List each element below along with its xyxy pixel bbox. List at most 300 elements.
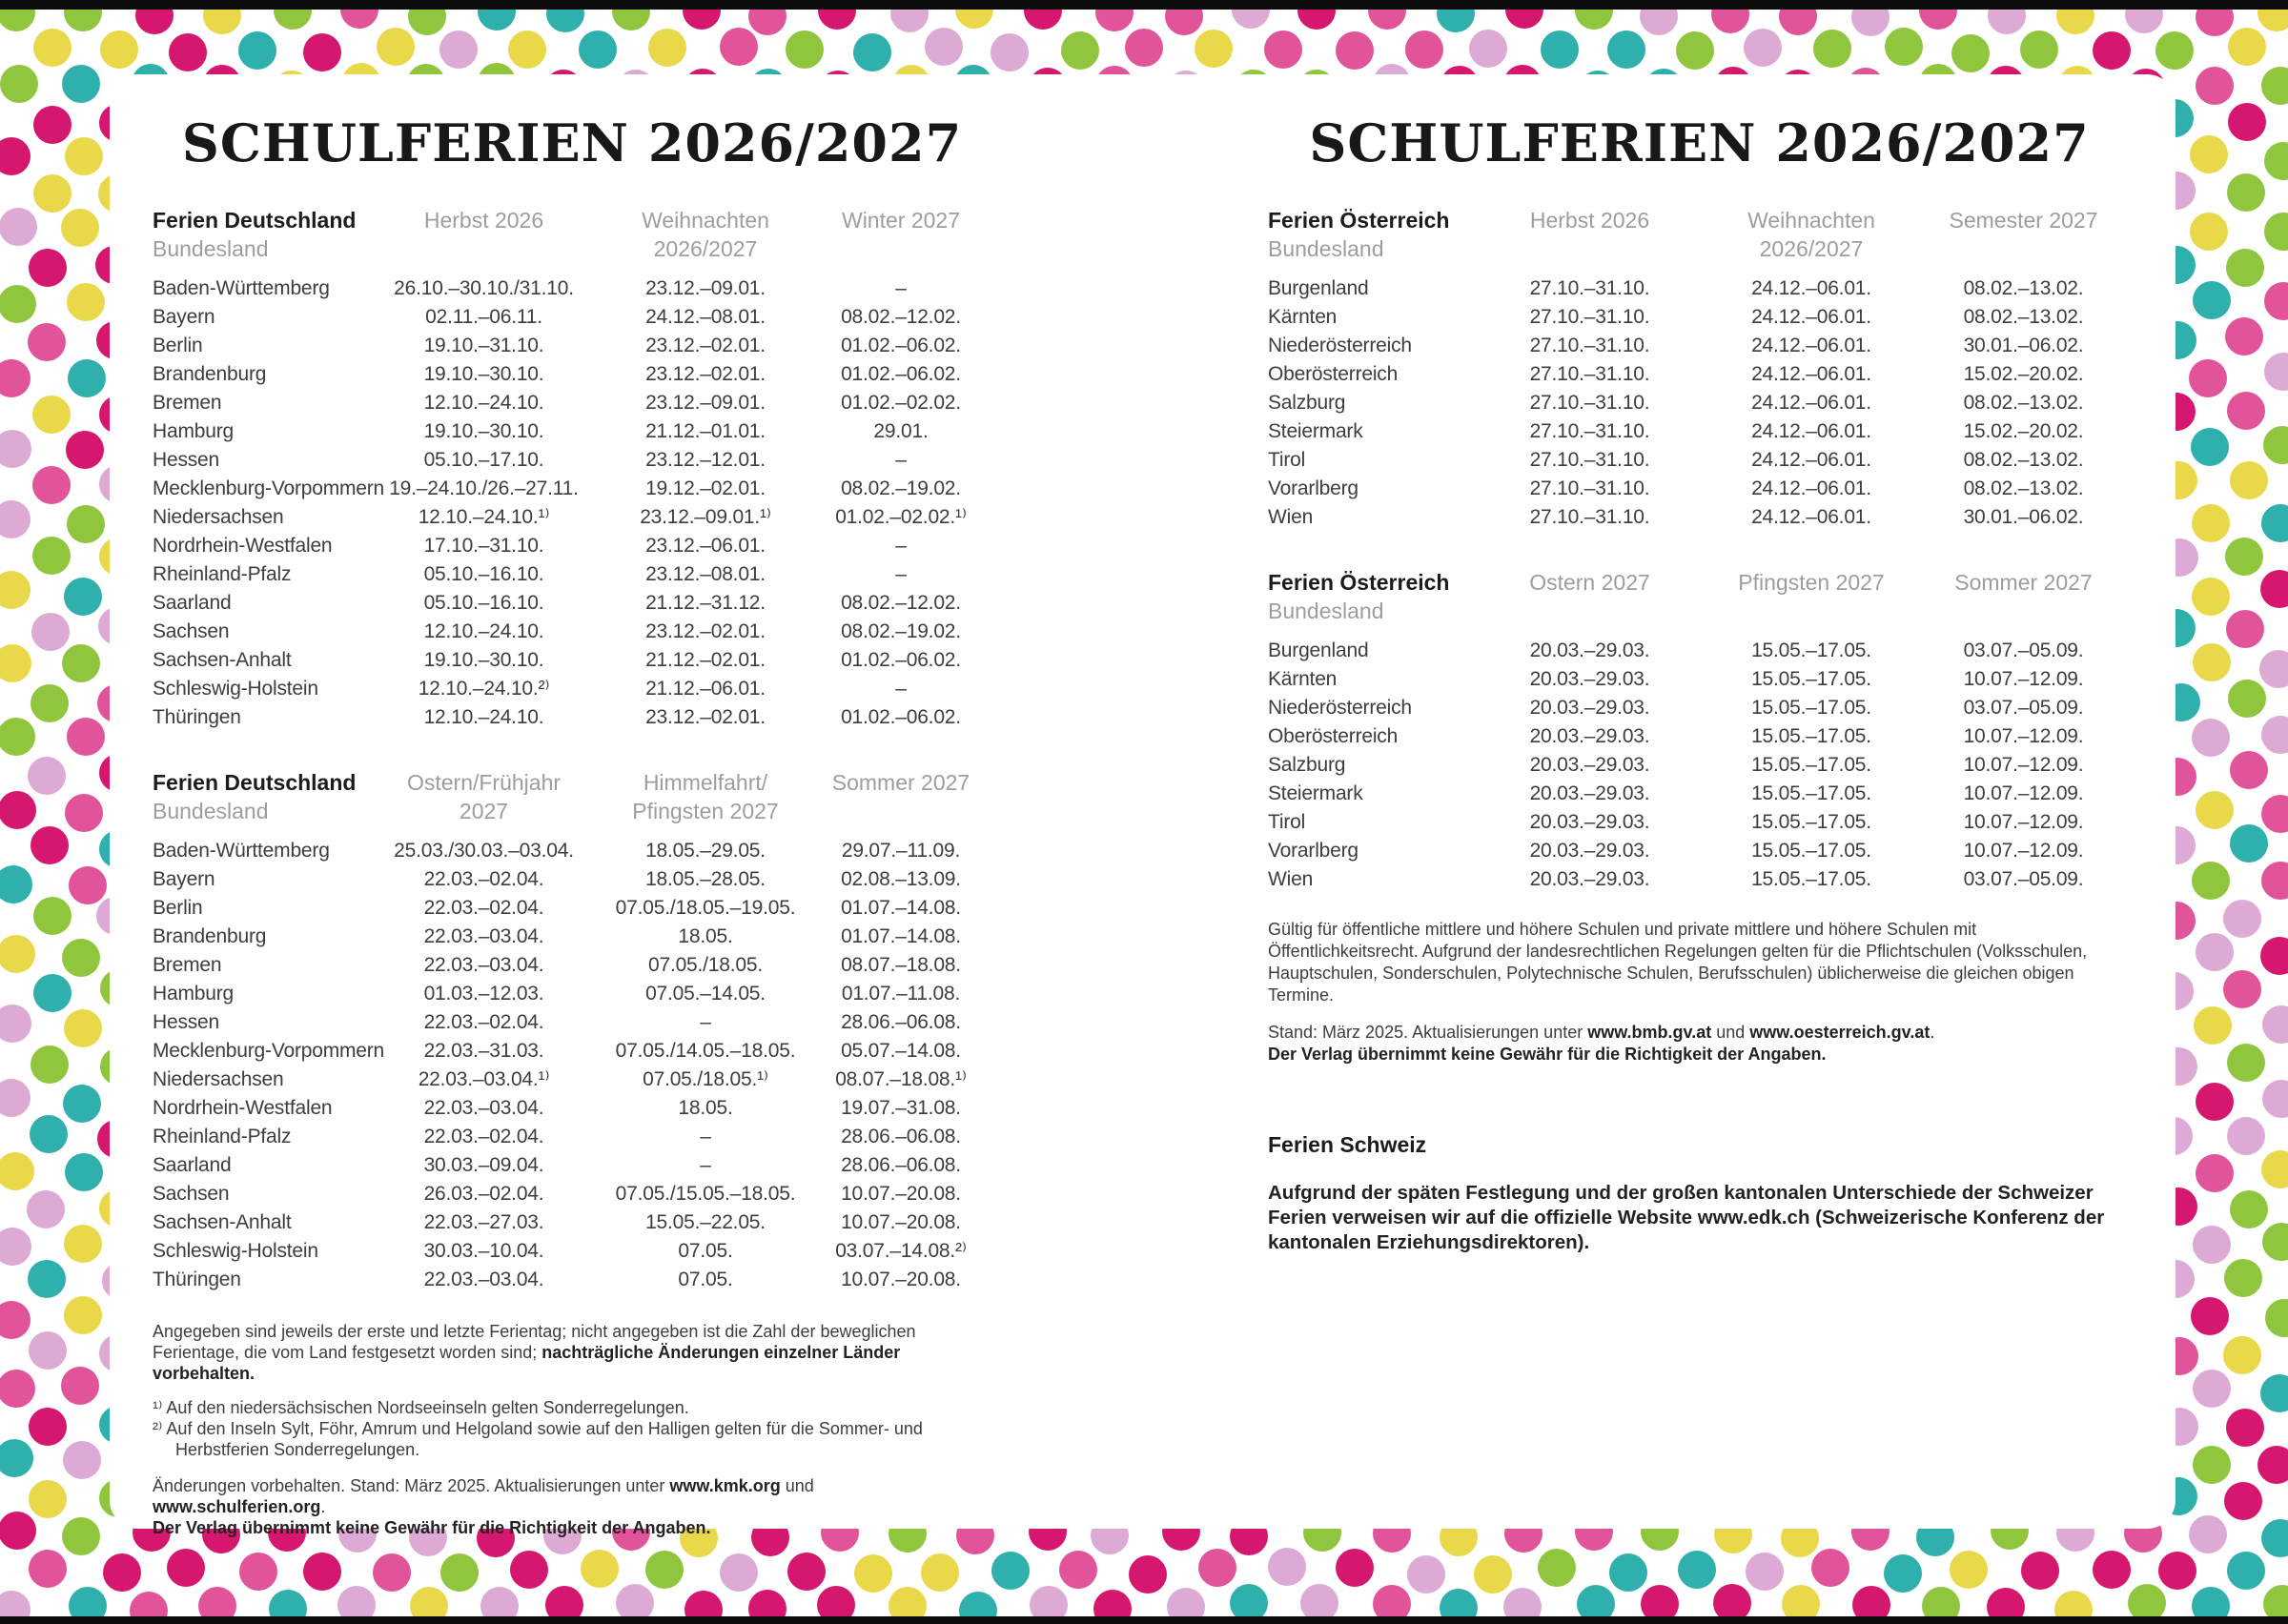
- holiday-date-range: 20.03.–29.03.: [1529, 811, 1650, 833]
- bundesland-label: Thüringen: [153, 1269, 241, 1290]
- column-header-line: Herbst 2026: [1529, 208, 1650, 233]
- bundesland-label: Sachsen-Anhalt: [153, 649, 292, 671]
- holiday-date-range: 12.10.–24.10.: [423, 706, 544, 728]
- status-text: und: [1711, 1023, 1750, 1042]
- table-row: [1268, 837, 2131, 865]
- holiday-date-range: 10.07.–20.08.: [841, 1211, 961, 1233]
- table-group-label: Ferien Deutschland: [153, 208, 357, 233]
- table-row: [153, 618, 991, 646]
- holiday-date-range: 27.10.–31.10.: [1529, 506, 1650, 528]
- holiday-date-range: 18.05.: [678, 1097, 733, 1119]
- austria-validity-note: Gültig für öffentliche mittlere und höhere Schulen und private mittlere und höhere Schulen mit Öffentlichkeitsrecht. Aufgrund der landesrechtlichen Regelungen gelten für die Pflichtschulen (Volksschulen, Hauptschulen, Sonderschulen, Polytechnische Schulen, Berufsschulen) üblicherweise die gleichen obigen Termine.: [1268, 920, 2088, 1005]
- bundesland-label: Vorarlberg: [1268, 477, 1358, 499]
- holiday-date-range: 05.07.–14.08.: [841, 1040, 961, 1062]
- column-header: [810, 206, 991, 263]
- table-row: [1268, 722, 2131, 751]
- table-row: [153, 1208, 991, 1237]
- table-row: [1268, 751, 2131, 780]
- holiday-date-range: 28.06.–06.08.: [841, 1126, 961, 1147]
- status-text: .: [1930, 1023, 1935, 1042]
- table-austria-easter-summer: [1268, 568, 2131, 894]
- holiday-date-range: 03.07.–05.09.: [1963, 639, 2084, 661]
- table-row: [153, 865, 991, 894]
- table-row: [1268, 274, 2131, 303]
- table-row: [153, 837, 991, 865]
- holiday-date-range: 30.01.–06.02.: [1963, 506, 2084, 528]
- table-row: [153, 951, 991, 980]
- table-row: [153, 303, 991, 332]
- table-sub-label: Bundesland: [153, 799, 269, 823]
- holiday-date-range: 22.03.–27.03.: [423, 1211, 544, 1233]
- holiday-date-range: 07.05.–14.05.: [645, 983, 766, 1005]
- holiday-date-range: 30.03.–09.04.: [423, 1154, 544, 1176]
- bundesland-label: Kärnten: [1268, 306, 1338, 328]
- holiday-date-range: 12.10.–24.10.: [423, 620, 544, 642]
- table-row: [1268, 865, 2131, 894]
- holiday-date-range: 21.12.–02.01.: [645, 649, 766, 671]
- bundesland-label: Saarland: [153, 592, 232, 614]
- holiday-date-range: 07.05.: [678, 1240, 733, 1262]
- bundesland-label: Brandenburg: [153, 925, 267, 947]
- column-header: [367, 206, 601, 263]
- holiday-date-range: 15.05.–17.05.: [1751, 639, 1871, 661]
- holiday-date-range: 22.03.–03.04.: [423, 925, 544, 947]
- holiday-date-range: 23.12.–02.01.: [645, 620, 766, 642]
- table-row: [1268, 303, 2131, 332]
- column-header-line: Pfingsten 2027: [632, 799, 779, 823]
- column-header-line: Ostern/Frühjahr: [406, 770, 562, 795]
- table-sub-label: Bundesland: [153, 236, 269, 261]
- bundesland-label: Tirol: [1268, 449, 1306, 471]
- holiday-date-range: 10.07.–12.09.: [1963, 811, 2084, 833]
- page-title: SCHULFERIEN 2026/2027: [1309, 112, 2090, 173]
- table-row: [153, 389, 991, 417]
- bundesland-label: Niederösterreich: [1268, 335, 1412, 356]
- holiday-date-range: 15.05.–17.05.: [1751, 697, 1871, 719]
- holiday-date-range: 10.07.–12.09.: [1963, 725, 2084, 747]
- bundesland-label: Vorarlberg: [1268, 840, 1358, 862]
- holiday-date-range: 03.07.–05.09.: [1963, 697, 2084, 719]
- table-austria-autumn-semester: [1268, 206, 2131, 532]
- note-intro-bold: nachträgliche Änderungen einzelner Länder vorbehalten.: [153, 1343, 901, 1383]
- bundesland-label: Rheinland-Pfalz: [153, 1126, 292, 1147]
- holiday-date-range: 23.12.–09.01.: [645, 277, 766, 299]
- holiday-date-range: 19.10.–30.10.: [423, 420, 544, 442]
- table-row: [1268, 694, 2131, 722]
- holiday-date-range: 23.12.–08.01.: [645, 563, 766, 585]
- bundesland-label: Saarland: [153, 1154, 232, 1176]
- column-header-line: Pfingsten 2027: [1738, 570, 1885, 595]
- holiday-date-range: 05.10.–16.10.: [423, 592, 544, 614]
- holiday-date-range: 15.05.–17.05.: [1751, 840, 1871, 862]
- holiday-date-range: 07.05./18.05.: [647, 954, 763, 976]
- holiday-date-range: 08.02.–13.02.: [1963, 392, 2084, 414]
- holiday-date-range: 01.03.–12.03.: [423, 983, 544, 1005]
- table-row: [153, 475, 991, 503]
- holiday-date-range: 15.02.–20.02.: [1963, 420, 2084, 442]
- status-text: Änderungen vorbehalten. Stand: März 2025. Aktualisierungen unter: [153, 1476, 670, 1495]
- bundesland-label: Hessen: [153, 449, 220, 471]
- bundesland-label: Berlin: [153, 335, 203, 356]
- germany-footnotes: [153, 1321, 991, 1538]
- page-austria: [1268, 74, 2131, 1255]
- holiday-date-range: 15.05.–22.05.: [645, 1211, 766, 1233]
- disclaimer-text: Der Verlag übernimmt keine Gewähr für die Richtigkeit der Angaben.: [153, 1518, 711, 1537]
- holiday-date-range: 12.10.–24.10.: [423, 392, 544, 414]
- note-intro: [153, 1321, 991, 1384]
- table-group-label: Ferien Österreich: [1268, 570, 1450, 595]
- holiday-date-range: 07.05./18.05.–19.05.: [615, 897, 796, 919]
- holiday-date-range: 07.05./15.05.–18.05.: [615, 1183, 796, 1205]
- bundesland-label: Burgenland: [1268, 277, 1369, 299]
- bundesland-label: Wien: [1268, 868, 1314, 890]
- status-text: und: [780, 1476, 814, 1495]
- holiday-date-range: 24.12.–06.01.: [1751, 335, 1871, 356]
- holiday-date-range: 19.10.–30.10.: [423, 649, 544, 671]
- column-header: [1473, 206, 1706, 263]
- bundesland-label: Niedersachsen: [153, 1068, 284, 1090]
- table-row: [1268, 332, 2131, 360]
- table-row: [153, 1066, 991, 1094]
- holiday-date-range: 24.12.–06.01.: [1751, 477, 1871, 499]
- holiday-date-range: 23.12.–12.01.: [645, 449, 766, 471]
- holiday-date-range: 10.07.–12.09.: [1963, 840, 2084, 862]
- table-header: [1268, 568, 2131, 625]
- holiday-date-range: 24.12.–08.01.: [645, 306, 766, 328]
- holiday-date-range: 15.05.–17.05.: [1751, 868, 1871, 890]
- holiday-date-range: 23.12.–09.01.¹⁾: [640, 506, 771, 528]
- table-row: [1268, 446, 2131, 475]
- holiday-date-range: 27.10.–31.10.: [1529, 363, 1650, 385]
- holiday-date-range: 08.02.–12.02.: [841, 592, 961, 614]
- holiday-date-range: 27.10.–31.10.: [1529, 449, 1650, 471]
- table-group-label: Ferien Deutschland: [153, 770, 357, 795]
- bundesland-label: Kärnten: [1268, 668, 1338, 690]
- scan-edge-bottom: [0, 1616, 2288, 1624]
- column-header-line: 2026/2027: [653, 236, 758, 261]
- holiday-date-range: –: [895, 449, 907, 471]
- bundesland-label: Salzburg: [1268, 392, 1346, 414]
- bundesland-label: Rheinland-Pfalz: [153, 563, 292, 585]
- table-row: [153, 274, 991, 303]
- column-header-line: Sommer 2027: [1954, 570, 2093, 595]
- table-header: [153, 206, 991, 263]
- bundesland-label: Niedersachsen: [153, 506, 284, 528]
- holiday-date-range: 10.07.–20.08.: [841, 1269, 961, 1290]
- table-row: [1268, 665, 2131, 694]
- holiday-date-range: 12.10.–24.10.¹⁾: [418, 506, 550, 528]
- holiday-date-range: 28.06.–06.08.: [841, 1154, 961, 1176]
- table-row: [153, 417, 991, 446]
- holiday-date-range: 28.06.–06.08.: [841, 1011, 961, 1033]
- table-row: [153, 1180, 991, 1208]
- holiday-date-range: 24.12.–06.01.: [1751, 449, 1871, 471]
- holiday-date-range: 19.07.–31.08.: [841, 1097, 961, 1119]
- holiday-date-range: 19.–24.10./26.–27.11.: [389, 477, 579, 499]
- bundesland-label: Berlin: [153, 897, 203, 919]
- holiday-date-range: 15.05.–17.05.: [1751, 668, 1871, 690]
- table-row: [153, 923, 991, 951]
- holiday-date-range: 05.10.–17.10.: [423, 449, 544, 471]
- table-row: [153, 1266, 991, 1294]
- holiday-date-range: –: [700, 1154, 711, 1176]
- scan-edge-top: [0, 0, 2288, 10]
- status-line: [153, 1475, 991, 1538]
- holiday-date-range: 19.12.–02.01.: [645, 477, 766, 499]
- table-row: [153, 675, 991, 703]
- holiday-date-range: 03.07.–05.09.: [1963, 868, 2084, 890]
- holiday-date-range: 10.07.–12.09.: [1963, 668, 2084, 690]
- holiday-date-range: –: [895, 678, 907, 700]
- holiday-date-range: 22.03.–03.04.¹⁾: [418, 1068, 550, 1090]
- column-header-line: Ostern 2027: [1529, 570, 1650, 595]
- table-row: [1268, 360, 2131, 389]
- holiday-date-range: 22.03.–02.04.: [423, 1011, 544, 1033]
- holiday-date-range: 19.10.–31.10.: [423, 335, 544, 356]
- holiday-date-range: 07.05./18.05.¹⁾: [643, 1068, 768, 1090]
- bundesland-label: Burgenland: [1268, 639, 1369, 661]
- holiday-date-range: 20.03.–29.03.: [1529, 668, 1650, 690]
- bundesland-label: Sachsen: [153, 1183, 230, 1205]
- holiday-date-range: 22.03.–02.04.: [423, 1126, 544, 1147]
- table-body: [1268, 274, 2131, 532]
- column-header-line: Weihnachten: [642, 208, 769, 233]
- holiday-date-range: 29.01.: [873, 420, 929, 442]
- holiday-date-range: 23.12.–02.01.: [645, 363, 766, 385]
- table-row: [153, 894, 991, 923]
- holiday-date-range: 10.07.–12.09.: [1963, 754, 2084, 776]
- table-row: [153, 332, 991, 360]
- holiday-date-range: 22.03.–03.04.: [423, 1097, 544, 1119]
- holiday-date-range: 01.02.–06.02.: [841, 363, 961, 385]
- holiday-date-range: 27.10.–31.10.: [1529, 420, 1650, 442]
- holiday-date-range: 02.11.–06.11.: [425, 306, 542, 328]
- holiday-date-range: 25.03./30.03.–03.04.: [394, 840, 574, 862]
- holiday-date-range: 08.02.–19.02.: [841, 477, 961, 499]
- table-body: [1268, 637, 2131, 894]
- holiday-date-range: 24.12.–06.01.: [1751, 306, 1871, 328]
- page-germany: [153, 74, 991, 1538]
- holiday-date-range: 01.07.–11.08.: [841, 983, 961, 1005]
- bundesland-label: Hessen: [153, 1011, 220, 1033]
- table-group-label: Ferien Österreich: [1268, 208, 1450, 233]
- holiday-date-range: 27.10.–31.10.: [1529, 335, 1650, 356]
- column-header-line: 2027: [459, 799, 509, 823]
- note-intro-text: Angegeben sind jeweils der erste und letzte Ferientag; nicht angegeben ist die Zahl der beweglichen Ferientage, die vom Land festgesetzt worden sind;: [153, 1322, 916, 1362]
- holiday-date-range: 08.02.–13.02.: [1963, 306, 2084, 328]
- holiday-date-range: 01.07.–14.08.: [841, 925, 961, 947]
- bundesland-label: Salzburg: [1268, 754, 1346, 776]
- holiday-date-range: 30.03.–10.04.: [423, 1240, 544, 1262]
- holiday-date-range: 20.03.–29.03.: [1529, 782, 1650, 804]
- column-header: [1706, 206, 1916, 263]
- table-header: [1268, 206, 2131, 263]
- holiday-date-range: 24.12.–06.01.: [1751, 277, 1871, 299]
- table-row: [1268, 503, 2131, 532]
- bundesland-label: Hamburg: [153, 983, 234, 1005]
- table-row: [153, 1151, 991, 1180]
- holiday-date-range: –: [700, 1126, 711, 1147]
- bundesland-label: Nordrhein-Westfalen: [153, 535, 333, 557]
- table-germany-spring-summer: [153, 768, 991, 1294]
- bundesland-label: Brandenburg: [153, 363, 267, 385]
- holiday-date-range: 22.03.–02.04.: [423, 897, 544, 919]
- column-header-line: 2026/2027: [1759, 236, 1864, 261]
- holiday-date-range: –: [895, 563, 907, 585]
- holiday-date-range: 08.02.–13.02.: [1963, 277, 2084, 299]
- table-row: [1268, 808, 2131, 837]
- schulferien-url: www.schulferien.org: [153, 1497, 321, 1516]
- holiday-date-range: 10.07.–12.09.: [1963, 782, 2084, 804]
- table-row: [153, 1237, 991, 1266]
- holiday-date-range: 19.10.–30.10.: [423, 363, 544, 385]
- bundesland-label: Tirol: [1268, 811, 1306, 833]
- holiday-date-range: 01.02.–06.02.: [841, 335, 961, 356]
- holiday-date-range: 27.10.–31.10.: [1529, 277, 1650, 299]
- holiday-date-range: 10.07.–20.08.: [841, 1183, 961, 1205]
- holiday-date-range: 22.03.–03.04.: [423, 1269, 544, 1290]
- holiday-date-range: 24.12.–06.01.: [1751, 506, 1871, 528]
- holiday-date-range: 27.10.–31.10.: [1529, 392, 1650, 414]
- holiday-date-range: 03.07.–14.08.²⁾: [835, 1240, 967, 1262]
- bundesland-label: Sachsen-Anhalt: [153, 1211, 292, 1233]
- bundesland-label: Oberösterreich: [1268, 725, 1399, 747]
- holiday-date-range: 18.05.–29.05.: [645, 840, 766, 862]
- table-body: [153, 274, 991, 732]
- holiday-date-range: 30.01.–06.02.: [1963, 335, 2084, 356]
- bundesland-label: Schleswig-Holstein: [153, 678, 318, 700]
- holiday-date-range: 18.05.–28.05.: [645, 868, 766, 890]
- column-header-line: Himmelfahrt/: [643, 770, 768, 795]
- table-row: [1268, 475, 2131, 503]
- table-row: [153, 532, 991, 560]
- column-header-line: Herbst 2026: [423, 208, 544, 233]
- bundesland-label: Wien: [1268, 506, 1314, 528]
- table-row: [1268, 637, 2131, 665]
- holiday-date-range: 26.03.–02.04.: [423, 1183, 544, 1205]
- bundesland-label: Bayern: [153, 306, 215, 328]
- holiday-date-range: 02.08.–13.09.: [841, 868, 961, 890]
- holiday-date-range: 20.03.–29.03.: [1529, 868, 1650, 890]
- holiday-date-range: 23.12.–06.01.: [645, 535, 766, 557]
- holiday-date-range: 26.10.–30.10./31.10.: [394, 277, 574, 299]
- table-row: [153, 1094, 991, 1123]
- table-row: [153, 446, 991, 475]
- table-body: [153, 837, 991, 1294]
- disclaimer-text: Der Verlag übernimmt keine Gewähr für die Richtigkeit der Angaben.: [1268, 1045, 1827, 1064]
- holiday-date-range: 01.02.–06.02.: [841, 706, 961, 728]
- bundesland-label: Bayern: [153, 868, 215, 890]
- bundesland-label: Steiermark: [1268, 782, 1363, 804]
- column-header-line: Semester 2027: [1949, 208, 2098, 233]
- status-text: .: [320, 1497, 326, 1516]
- table-row: [153, 1123, 991, 1151]
- holiday-date-range: 21.12.–01.01.: [645, 420, 766, 442]
- table-sub-label: Bundesland: [1268, 236, 1384, 261]
- footnote-2: ²⁾ Auf den Inseln Sylt, Föhr, Amrum und Helgoland sowie auf den Halligen gelten für die Sommer- und Herbstferien Sonderregelungen.: [153, 1419, 923, 1459]
- holiday-date-range: 20.03.–29.03.: [1529, 840, 1650, 862]
- bundesland-label: Thüringen: [153, 706, 241, 728]
- bundesland-label: Bremen: [153, 954, 222, 976]
- table-row: [153, 646, 991, 675]
- bundesland-label: Hamburg: [153, 420, 234, 442]
- oesterreich-url: www.oesterreich.gv.at: [1749, 1023, 1930, 1042]
- holiday-date-range: 15.05.–17.05.: [1751, 725, 1871, 747]
- holiday-date-range: 24.12.–06.01.: [1751, 392, 1871, 414]
- table-row: [153, 980, 991, 1008]
- holiday-date-range: 15.05.–17.05.: [1751, 811, 1871, 833]
- holiday-date-range: 12.10.–24.10.²⁾: [418, 678, 550, 700]
- table-sub-label: Bundesland: [1268, 599, 1384, 623]
- column-header: [1916, 206, 2131, 263]
- holiday-date-range: 23.12.–09.01.: [645, 392, 766, 414]
- column-header: [1706, 568, 1916, 625]
- holiday-date-range: 08.02.–13.02.: [1963, 477, 2084, 499]
- holiday-date-range: 01.07.–14.08.: [841, 897, 961, 919]
- holiday-date-range: –: [895, 535, 907, 557]
- holiday-date-range: 21.12.–06.01.: [645, 678, 766, 700]
- holiday-date-range: 20.03.–29.03.: [1529, 725, 1650, 747]
- holiday-date-range: 22.03.–31.03.: [423, 1040, 544, 1062]
- bundesland-label: Baden-Württemberg: [153, 840, 330, 862]
- page-title: SCHULFERIEN 2026/2027: [181, 112, 963, 173]
- holiday-date-range: 15.02.–20.02.: [1963, 363, 2084, 385]
- holiday-date-range: 15.05.–17.05.: [1751, 782, 1871, 804]
- table-row: [153, 1008, 991, 1037]
- table-row: [153, 1037, 991, 1066]
- bundesland-label: Nordrhein-Westfalen: [153, 1097, 333, 1119]
- holiday-date-range: 17.10.–31.10.: [423, 535, 544, 557]
- bundesland-label: Niederösterreich: [1268, 697, 1412, 719]
- holiday-date-range: 18.05.: [678, 925, 733, 947]
- table-row: [153, 589, 991, 618]
- table-row: [153, 703, 991, 732]
- bundesland-label: Mecklenburg-Vorpommern: [153, 1040, 385, 1062]
- bundesland-label: Mecklenburg-Vorpommern: [153, 477, 385, 499]
- holiday-date-range: 22.03.–02.04.: [423, 868, 544, 890]
- holiday-date-range: 05.10.–16.10.: [423, 563, 544, 585]
- column-header: [1916, 568, 2131, 625]
- status-text: Stand: März 2025. Aktualisierungen unter: [1268, 1023, 1588, 1042]
- holiday-date-range: 24.12.–06.01.: [1751, 420, 1871, 442]
- page-content: [110, 74, 2176, 1537]
- holiday-date-range: 27.10.–31.10.: [1529, 306, 1650, 328]
- switzerland-heading: Ferien Schweiz: [1268, 1132, 1427, 1157]
- bundesland-label: Baden-Württemberg: [153, 277, 330, 299]
- bundesland-label: Sachsen: [153, 620, 230, 642]
- column-header: [601, 768, 810, 825]
- bundesland-label: Schleswig-Holstein: [153, 1240, 318, 1262]
- holiday-date-range: 08.02.–13.02.: [1963, 449, 2084, 471]
- footnote-list: [153, 1397, 991, 1460]
- holiday-date-range: 07.05./14.05.–18.05.: [615, 1040, 796, 1062]
- bundesland-label: Bremen: [153, 392, 222, 414]
- bmb-url: www.bmb.gv.at: [1587, 1023, 1712, 1042]
- holiday-date-range: 01.02.–06.02.: [841, 649, 961, 671]
- bundesland-label: Steiermark: [1268, 420, 1363, 442]
- table-row: [1268, 780, 2131, 808]
- table-row: [153, 503, 991, 532]
- table-row: [153, 560, 991, 589]
- holiday-date-range: 08.02.–19.02.: [841, 620, 961, 642]
- holiday-date-range: 01.02.–02.02.¹⁾: [835, 506, 967, 528]
- austria-status-line: [1268, 1022, 2116, 1066]
- kmk-url: www.kmk.org: [669, 1476, 781, 1495]
- holiday-date-range: –: [895, 277, 907, 299]
- holiday-date-range: 22.03.–03.04.: [423, 954, 544, 976]
- holiday-date-range: 08.02.–12.02.: [841, 306, 961, 328]
- table-row: [1268, 389, 2131, 417]
